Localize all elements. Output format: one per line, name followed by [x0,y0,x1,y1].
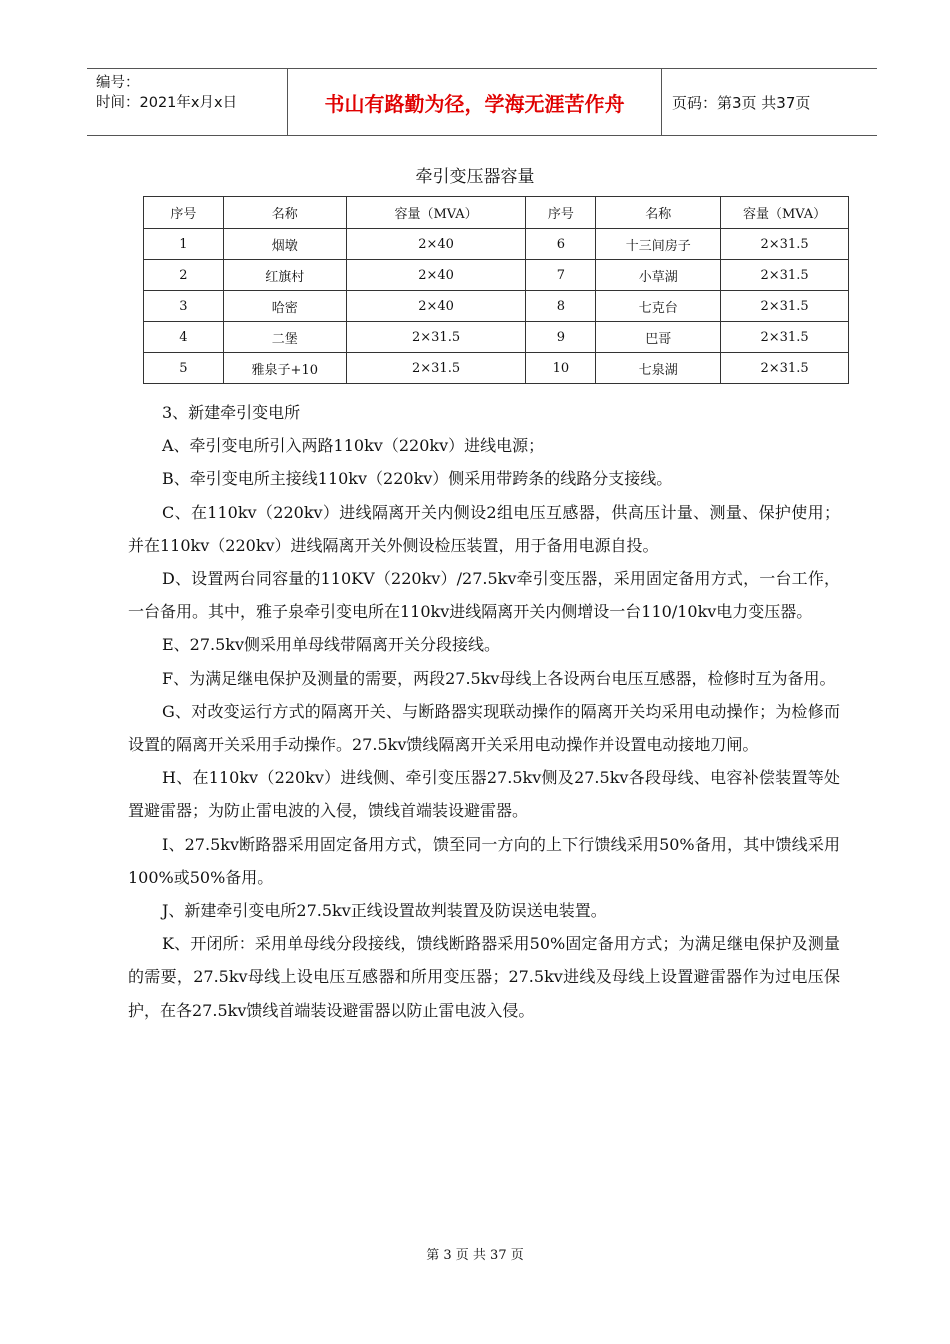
paragraph: E、27.5kv侧采用单母线带隔离开关分段接线。 [162,635,501,655]
table-cell: 2×31.5 [721,229,849,260]
header-cell: 容量（MVA） [721,197,849,229]
table-cell: 七泉湖 [596,353,721,384]
table-cell: 5 [144,353,224,384]
table-cell: 2×31.5 [721,353,849,384]
table-cell: 3 [144,291,224,322]
table-cell: 10 [526,353,596,384]
table-cell: 烟墩 [223,229,346,260]
paragraph: I、27.5kv断路器采用固定备用方式，馈至同一方向的上下行馈线采用50%备用，其中馈线采用100%或50%备用。 [128,834,840,887]
table-cell: 小草湖 [596,260,721,291]
table-caption: 牵引变压器容量 [415,167,535,187]
paragraph: B、牵引变电所主接线110kv（220kv）侧采用带跨条的线路分支接线。 [162,469,673,489]
section-heading: 3、新建牵引变电所 [162,403,301,422]
table-cell: 2 [144,260,224,291]
header-page-info: 页码：第3页 共37页 [672,93,811,112]
table-cell: 2×40 [346,260,526,291]
header-cell: 容量（MVA） [346,197,526,229]
transformer-capacity-table [143,196,849,384]
document-number-label: 编号： [96,75,140,91]
table-cell: 8 [526,291,596,322]
table-cell: 4 [144,322,224,353]
table-cell: 2×31.5 [346,322,526,353]
paragraph: J、新建牵引变电所27.5kv正线设置故判装置及防误送电装置。 [162,901,607,921]
table-row [144,291,849,322]
table-cell: 2×31.5 [721,260,849,291]
table-cell: 七克台 [596,291,721,322]
header-meta [87,69,288,135]
paragraph: K、开闭所：采用单母线分段接线，馈线断路器采用50%固定备用方式；为满足继电保护及测量的需要，27.5kv母线上设电压互感器和所用变压器；27.5kv进线及母线上设置避雷器作为过电压保护，在各27.5kv馈线首端装设避雷器以防止雷电波入侵。 [128,934,840,1020]
paragraph: A、牵引变电所引入两路110kv（220kv）进线电源； [162,436,545,456]
body-text [128,396,840,1027]
header-motto: 书山有路勤为径，学海无涯苦作舟 [288,69,662,135]
paragraph: G、对改变运行方式的隔离开关、与断路器实现联动操作的隔离开关均采用电动操作；为检修而设置的隔离开关采用手动操作。27.5kv馈线隔离开关采用电动操作并设置电动接地刀闸。 [128,701,840,755]
page-header [87,68,877,136]
header-cell: 名称 [596,197,721,229]
paragraph: C、在110kv（220kv）进线隔离开关内侧设2组电压互感器，供高压计量、测量、保护使用；并在110kv（220kv）进线隔离开关外侧设检压装置，用于备用电源自投。 [128,502,840,555]
table-cell: 1 [144,229,224,260]
table-cell: 2×31.5 [721,322,849,353]
page-footer: 第 3 页 共 37 页 [426,1248,524,1263]
table-cell: 2×31.5 [721,291,849,322]
header-cell: 序号 [526,197,596,229]
table-cell: 哈密 [223,291,346,322]
table-cell: 7 [526,260,596,291]
table-cell: 2×40 [346,291,526,322]
table-cell: 雅泉子+10 [223,353,346,384]
table-cell: 红旗村 [223,260,346,291]
table-header-row [144,197,849,229]
table-cell: 6 [526,229,596,260]
header-cell: 名称 [223,197,346,229]
table-row [144,322,849,353]
table-cell: 巴哥 [596,322,721,353]
table-cell: 2×40 [346,229,526,260]
table-cell: 9 [526,322,596,353]
paragraph: H、在110kv（220kv）进线侧、牵引变压器27.5kv侧及27.5kv各段母线、电容补偿装置等处置避雷器；为防止雷电波的入侵，馈线首端装设避雷器。 [128,768,840,821]
table-cell: 二堡 [223,322,346,353]
header-cell: 序号 [144,197,224,229]
table-row [144,353,849,384]
table-row [144,260,849,291]
document-time: 时间：2021年x月x日 [96,95,238,111]
table-cell: 2×31.5 [346,353,526,384]
table-row [144,229,849,260]
paragraph: D、设置两台同容量的110KV（220kv）/27.5kv牵引变压器，采用固定备用方式，一台工作，一台备用。其中，雅子泉牵引变电所在110kv进线隔离开关内侧增设一台110/10kv电力变压器。 [128,569,840,622]
paragraph: F、为满足继电保护及测量的需要，两段27.5kv母线上各设两台电压互感器，检修时互为备用。 [162,668,836,688]
table-cell: 十三间房子 [596,229,721,260]
